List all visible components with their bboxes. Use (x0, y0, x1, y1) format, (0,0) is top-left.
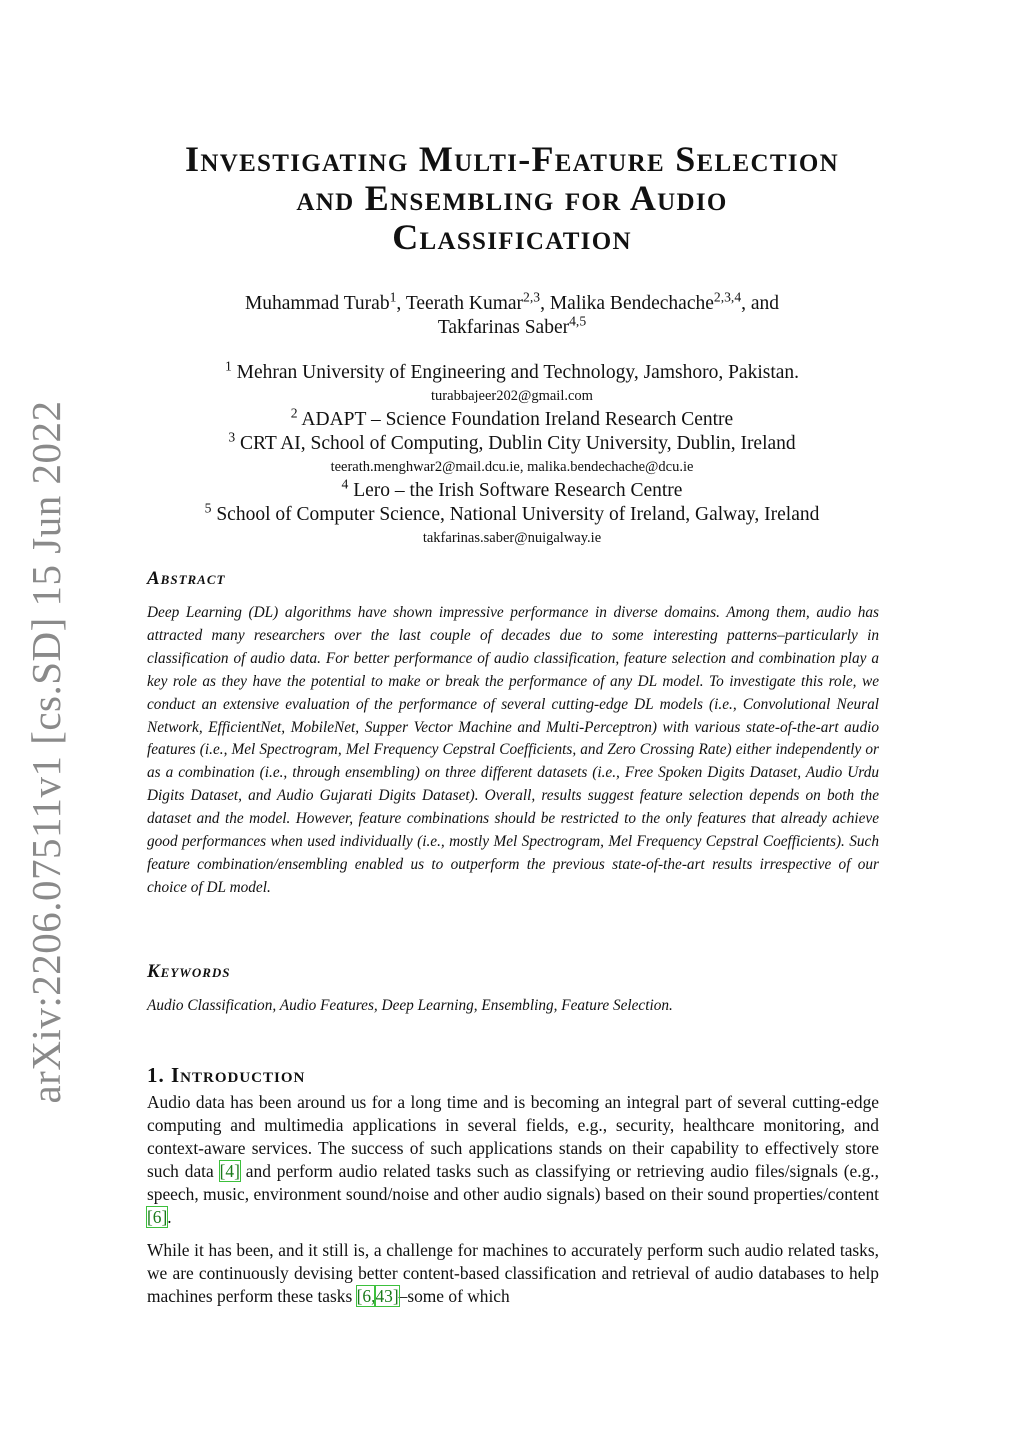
affiliation-email: teerath.menghwar2@mail.dcu.ie, malika.bendechache@dcu.ie (330, 459, 694, 475)
affiliation-email: turabbajeer202@gmail.com (431, 388, 593, 404)
affiliation-text: School of Computer Science, National University of Ireland, Galway, Ireland (216, 504, 820, 525)
author-list (120, 289, 904, 340)
introduction-paragraph-2 (147, 1239, 879, 1308)
affiliation-2 (120, 405, 904, 432)
author-affiliation-mark: 4,5 (569, 313, 587, 329)
paragraph-text: . (167, 1207, 172, 1227)
affiliation-text: CRT AI, School of Computing, Dublin City University, Dublin, Ireland (240, 433, 796, 454)
affiliation-number: 5 (204, 500, 212, 516)
abstract-body: Deep Learning (DL) algorithms have shown impressive performance in diverse domains. Among them, audio has attracted many researchers over the last couple of decades due to some interesting patterns–particularly in classification of audio data. For better performance of audio classification, feature selection and combination play a key role as they have the potential to make or break the performance of any DL model. To investigate this role, we conduct an extensive evaluation of the performance of several cutting-edge DL models (i.e., Convolutional Neural Network, EfficientNet, MobileNet, Supper Vector Machine and Multi-Perceptron) with various state-of-the-art audio features (i.e., Mel Spectrogram, Mel Frequency Cepstral Coefficients, and Zero Crossing Rate) either independently or as a combination (i.e., through ensembling) on three different datasets (i.e., Free Spoken Digits Dataset, Audio Urdu Digits Dataset, and Audio Gujarati Digits Dataset). Overall, results suggest feature selection depends on both the dataset and the model. However, feature combinations should be restricted to the only features that already achieve good performances when used individually (i.e., mostly Mel Spectrogram, Mel Frequency Cepstral Coefficients). Such feature combination/ensembling enabled us to outperform the previous state-of-the-art results irrespective of our choice of DL model. (147, 604, 879, 896)
title-line: Investigating Multi-Feature Selection (185, 139, 839, 179)
author-name: Malika Bendechache (549, 293, 714, 314)
author-affiliation-mark: 1 (389, 289, 397, 305)
citation-link[interactable]: [6] (147, 1207, 168, 1227)
author-name: Muhammad Turab (244, 293, 390, 314)
affiliation-email: takfarinas.saber@nuigalway.ie (422, 530, 602, 546)
citation-link[interactable]: [4] (219, 1161, 240, 1181)
affiliation-text: ADAPT – Science Foundation Ireland Research Centre (301, 409, 734, 430)
affiliation-3 (120, 429, 904, 456)
affiliation-text: Lero – the Irish Software Research Centre (353, 480, 683, 501)
title-line: and Ensembling for Audio (296, 178, 728, 218)
author-line-1: Muhammad Turab$^1$, Teerath Kumar$^{2,3}$, Malika Bendechache$^{2,3,4}$, and (244, 289, 780, 314)
author-name: Takfarinas Saber (437, 317, 570, 338)
affiliation-number: 2 (290, 405, 298, 421)
introduction-paragraph-1 (147, 1091, 879, 1229)
arxiv-identifier-stamp: arXiv:2206.07511v1 [cs.SD] 15 Jun 2022 (23, 400, 69, 1104)
affiliation-number: 1 (224, 358, 232, 374)
paragraph-text: Audio data has been around us for a long time and is becoming an integral part of several cutting-edge computing and multimedia applications in several fields, e.g., security, healthcare monitoring, and context-aware services. The success of such applications stands on their capability to effectively store such data (147, 1092, 879, 1181)
author-affiliation-mark: 2,3 (523, 289, 541, 305)
affiliation-text: Mehran University of Engineering and Technology, Jamshoro, Pakistan. (236, 362, 800, 383)
keywords-body: Audio Classification, Audio Features, Deep Learning, Ensembling, Feature Selection. (147, 997, 673, 1014)
introduction-heading: 1. Introduction (147, 1063, 306, 1087)
citation-link[interactable]: 43] (375, 1286, 399, 1306)
author-affiliation-mark: 2,3,4 (713, 289, 742, 305)
citation-link[interactable]: [6, (356, 1286, 376, 1306)
paragraph-text: While it has been, and it still is, a challenge for machines to accurately perform such audio related tasks, we are continuously devising better content-based classification and retrieval of audio databases to help machines perform these tasks (147, 1240, 879, 1306)
paragraph-text: –some of which (398, 1286, 510, 1306)
affiliation-5 (120, 500, 904, 527)
affiliation-list (120, 358, 904, 550)
affiliation-number: 3 (228, 429, 236, 445)
affiliation-number: 4 (341, 476, 349, 492)
title-line: Classification (392, 217, 632, 257)
keywords-heading: Keywords (147, 961, 231, 982)
paper-title (120, 140, 904, 257)
author-name: Teerath Kumar (405, 293, 524, 314)
author-conjunction: , and (741, 293, 780, 314)
author-line-2 (120, 313, 904, 340)
affiliation-1 (120, 358, 904, 385)
abstract-heading: Abstract (147, 568, 226, 589)
paragraph-text: and perform audio related tasks such as classifying or retrieving audio files/signals (e.g., speech, music, environment sound/noise and other audio signals) based on their sound properties/content (147, 1161, 879, 1204)
affiliation-4 (120, 476, 904, 503)
